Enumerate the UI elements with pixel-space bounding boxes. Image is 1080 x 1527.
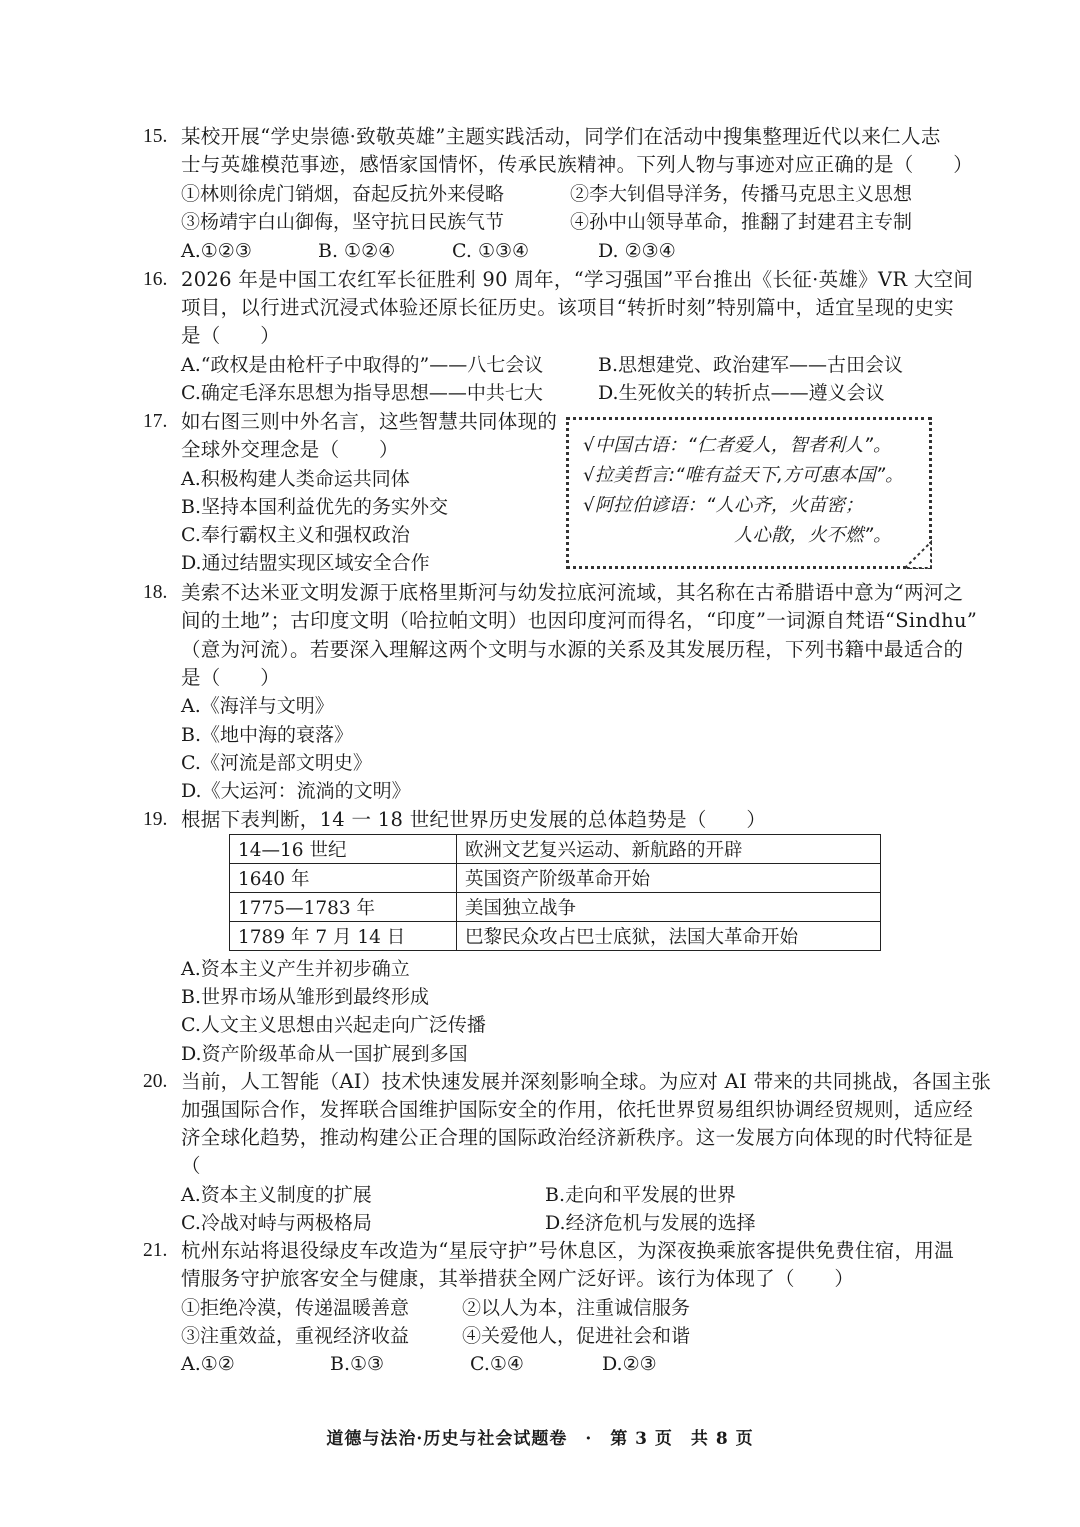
answer-option: B.①③ — [330, 1353, 385, 1375]
answer-option: B.世界市场从雏形到最终形成 — [181, 986, 430, 1008]
answer-option: A.资本主义制度的扩展 — [181, 1184, 372, 1206]
question-number: 17. — [143, 411, 168, 432]
question-number: 21. — [143, 1240, 168, 1261]
answer-option: A.“政权是由枪杆子中取得的”——八七会议 — [181, 354, 544, 376]
answer-option: B.《地中海的衰落》 — [181, 724, 354, 746]
answer-option: C.冷战对峙与两极格局 — [181, 1212, 372, 1234]
answer-option: D.生死攸关的转折点——遵义会议 — [598, 382, 885, 404]
answer-option: C. ①③④ — [452, 240, 530, 262]
question-stem-line: 是（ ） — [181, 324, 281, 347]
statement-item: ①拒绝冷漠，传递温暖善意 — [181, 1297, 410, 1319]
table-cell: 巴黎民众攻占巴士底狱，法国大革命开始 — [457, 922, 881, 951]
statement-item: ②李大钊倡导洋务，传播马克思主义思想 — [570, 183, 913, 205]
answer-option: B.思想建党、政治建军——古田会议 — [598, 354, 904, 376]
question-stem-line: （意为河流）。若要深入理解这两个文明与水源的关系及其发展历程，下列书籍中最适合的 — [181, 638, 964, 661]
answer-option: D.《大运河：流淌的文明》 — [181, 780, 411, 802]
answer-option: A.积极构建人类命运共同体 — [181, 468, 410, 490]
answer-option: D.经济危机与发展的选择 — [545, 1212, 756, 1234]
quote-line: √中国古语：“仁者爱人，智者利人”。 — [583, 435, 892, 456]
answer-option: C.奉行霸权主义和强权政治 — [181, 524, 410, 546]
statement-item: ①林则徐虎门销烟，奋起反抗外来侵略 — [181, 183, 505, 205]
answer-option: B.走向和平发展的世界 — [545, 1184, 737, 1206]
question-number: 20. — [143, 1071, 168, 1092]
answer-option: D.②③ — [602, 1353, 657, 1375]
question-number: 19. — [143, 809, 168, 830]
history-table — [229, 834, 881, 951]
table-cell: 欧洲文艺复兴运动、新航路的开辟 — [457, 835, 881, 864]
question-stem-line: 美索不达米亚文明发源于底格里斯河与幼发拉底河流域，其名称在古希腊语中意为“两河之 — [181, 581, 964, 604]
table-cell: 14—16 世纪 — [230, 835, 457, 864]
answer-option: A.资本主义产生并初步确立 — [181, 958, 410, 980]
answer-option: B.坚持本国利益优先的务实外交 — [181, 496, 449, 518]
question-stem-line: 士与英雄模范事迹，感悟家国情怀，传承民族精神。下列人物与事迹对应正确的是（ ） — [181, 153, 974, 176]
table-cell: 1775—1783 年 — [230, 893, 457, 922]
question-stem-line: 间的土地”；古印度文明（哈拉帕文明）也因印度河而得名，“印度”一词源自梵语“Sindhu” — [181, 609, 978, 632]
question-stem-line: 2026 年是中国工农红军长征胜利 90 周年，“学习强国”平台推出《长征·英雄》VR 大空间 — [181, 268, 974, 291]
answer-option: C.《河流是部文明史》 — [181, 752, 372, 774]
answer-option: D. ②③④ — [598, 240, 676, 262]
table-cell: 美国独立战争 — [457, 893, 881, 922]
table-cell: 英国资产阶级革命开始 — [457, 864, 881, 893]
statement-item: ③杨靖宇白山御侮，坚守抗日民族气节 — [181, 211, 505, 233]
quote-line: √拉美哲言:“唯有益天下,方可惠本国”。 — [583, 465, 904, 486]
page-curl-icon — [903, 540, 933, 570]
page-footer: 道德与法治·历史与社会试题卷 · 第 3 页 共 8 页 — [326, 1429, 754, 1449]
answer-option: A.①② — [181, 1353, 235, 1375]
statement-item: ③注重效益，重视经济收益 — [181, 1325, 410, 1347]
question-number: 18. — [143, 582, 168, 603]
table-row — [230, 864, 881, 893]
answer-option: D.通过结盟实现区域安全合作 — [181, 552, 430, 574]
question-stem-line: （ — [181, 1154, 201, 1177]
table-row — [230, 922, 881, 951]
question-stem-line: 全球外交理念是（ ） — [181, 438, 399, 461]
table-row — [230, 835, 881, 864]
question-stem-line: 杭州东站将退役绿皮车改造为“星辰守护”号休息区，为深夜换乘旅客提供免费住宿，用温 — [181, 1239, 954, 1262]
question-stem-line: 当前，人工智能（AI）技术快速发展并深刻影响全球。为应对 AI 带来的共同挑战，各国主张 — [181, 1070, 992, 1093]
statement-item: ④关爱他人，促进社会和谐 — [462, 1325, 691, 1347]
question-stem-line: 根据下表判断，14 一 18 世纪世界历史发展的总体趋势是（ ） — [181, 808, 767, 831]
quote-line: 人心散，火不燃”。 — [734, 525, 892, 546]
question-number: 15. — [143, 126, 168, 147]
question-stem-line: 情服务守护旅客安全与健康，其举措获全网广泛好评。该行为体现了（ ） — [181, 1267, 855, 1290]
table-row — [230, 893, 881, 922]
question-stem-line: 加强国际合作，发挥联合国维护国际安全的作用，依托世界贸易组织协调经贸规则，适应经 — [181, 1098, 974, 1121]
statement-item: ②以人为本，注重诚信服务 — [462, 1297, 691, 1319]
answer-option: B. ①②④ — [318, 240, 396, 262]
quote-line: √阿拉伯谚语：“人心齐，火苗密； — [583, 495, 864, 516]
statement-item: ④孙中山领导革命，推翻了封建君主专制 — [570, 211, 913, 233]
answer-option: C.确定毛泽东思想为指导思想——中共七大 — [181, 382, 543, 404]
table-cell: 1640 年 — [230, 864, 457, 893]
answer-option: A.《海洋与文明》 — [181, 695, 334, 717]
answer-option: C.①④ — [470, 1353, 524, 1375]
question-stem-line: 如右图三则中外名言，这些智慧共同体现的 — [181, 410, 558, 433]
answer-option: D.资产阶级革命从一国扩展到多国 — [181, 1043, 468, 1065]
quotes-box — [566, 417, 932, 569]
question-stem-line: 济全球化趋势，推动构建公正合理的国际政治经济新秩序。这一发展方向体现的时代特征是 — [181, 1126, 974, 1149]
question-number: 16. — [143, 269, 168, 290]
question-stem-line: 某校开展“学史崇德·致敬英雄”主题实践活动，同学们在活动中搜集整理近代以来仁人志 — [181, 125, 941, 148]
answer-option: C.人文主义思想由兴起走向广泛传播 — [181, 1014, 486, 1036]
question-stem-line: 项目，以行进式沉浸式体验还原长征历史。该项目“转折时刻”特别篇中，适宜呈现的史实 — [181, 296, 954, 319]
question-stem-line: 是（ ） — [181, 666, 281, 689]
answer-option: A.①②③ — [181, 240, 252, 262]
table-cell: 1789 年 7 月 14 日 — [230, 922, 457, 951]
